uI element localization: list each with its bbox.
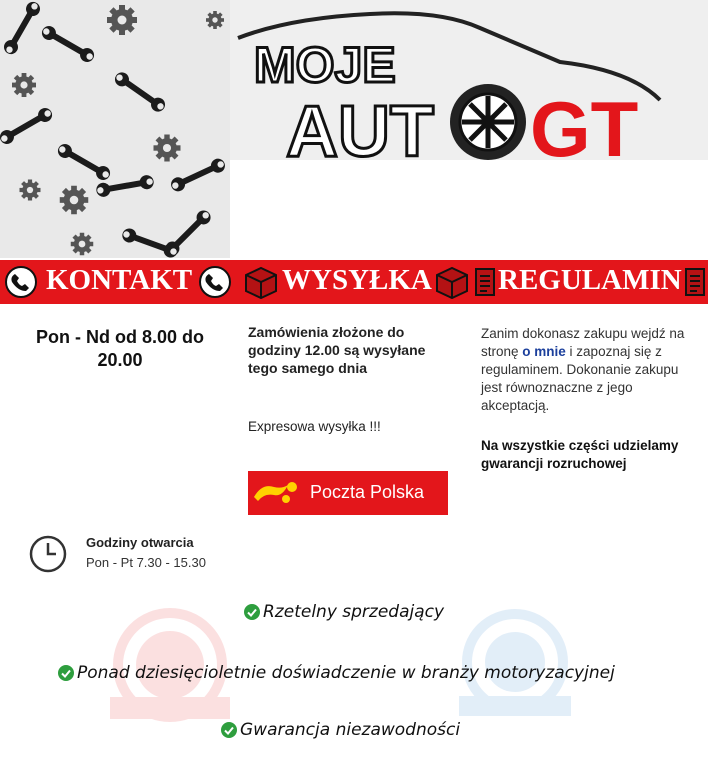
checkmark-icon: [220, 721, 238, 739]
feature-text: Rzetelny sprzedający: [263, 602, 445, 622]
terms-text: [481, 325, 696, 415]
document-icon: [684, 267, 706, 297]
nav-kontakt-label: KONTAKT: [46, 264, 193, 296]
carrier-name: Poczta Polska: [310, 482, 425, 502]
opening-hours-title: Godziny otwarcia: [86, 535, 194, 550]
logo-line2-a: AUT: [286, 92, 434, 160]
checkmark-icon: [57, 664, 75, 682]
wrench-gear-pattern-icon: [0, 0, 230, 258]
logo-line1: MOJE: [254, 37, 396, 93]
wheel-icon: [450, 84, 526, 160]
feature-item: [220, 720, 460, 740]
guarantee-text: Na wszystkie części udzielamy gwarancji rozruchowej: [481, 438, 679, 471]
nav-wysylka-label: WYSYŁKA: [282, 264, 432, 296]
express-shipping: Expresowa wysyłka !!!: [248, 419, 381, 434]
nav-regulamin[interactable]: [471, 260, 708, 304]
terms-text-before: Zanim dokonasz zakupu wejdź na stronę: [481, 326, 685, 359]
shipping-info: Zamówienia złożone do godziny 12.00 są wysyłane tego samego dnia: [248, 324, 426, 376]
tools-banner: [0, 0, 230, 258]
phone-icon: [198, 265, 232, 299]
package-icon: [433, 265, 471, 299]
feature-text: Ponad dziesięcioletnie doświadczenie w branży motoryzacyjnej: [77, 663, 615, 683]
logo-line2-b: GT: [530, 85, 639, 160]
store-logo: [230, 0, 708, 160]
clock-icon: [28, 534, 68, 574]
contact-hours: Pon - Nd od 8.00 do 20.00: [35, 327, 204, 370]
about-me-link[interactable]: o mnie: [522, 344, 566, 359]
opening-hours-value: Pon - Pt 7.30 - 15.30: [86, 555, 206, 570]
document-icon: [474, 267, 496, 297]
poczta-polska-logo: [248, 471, 448, 515]
nav-regulamin-label: REGULAMIN: [498, 264, 682, 296]
phone-icon: [4, 265, 38, 299]
feature-text: Gwarancja niezawodności: [240, 720, 461, 740]
package-icon: [242, 265, 280, 299]
horn-icon: [248, 471, 308, 515]
checkmark-icon: [243, 603, 261, 621]
feature-item: [57, 663, 615, 683]
feature-item: [243, 602, 444, 622]
nav-kontakt[interactable]: [0, 260, 238, 304]
nav-wysylka[interactable]: [238, 260, 471, 304]
terms-text-after: i zapoznaj się z regulaminem. Dokonanie zakupu jest równoznaczne z jego akceptacją.: [481, 344, 679, 413]
